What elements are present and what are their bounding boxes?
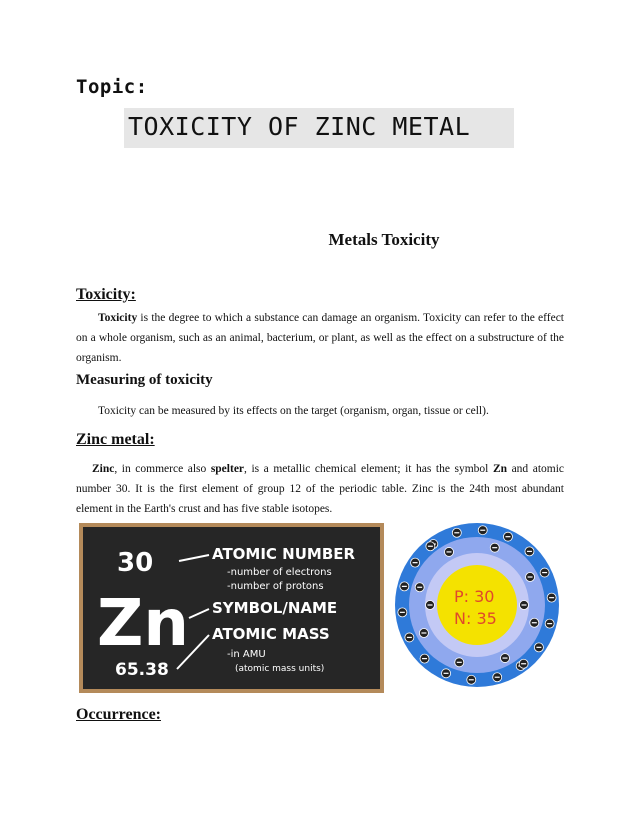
board-atomic-number: 30 (117, 548, 154, 578)
zinc-rest: and atomic number 30. It is the first element of group 12 of the periodic table. Zinc is the 24th most abundant element in the Earth's crust and has five stable isotopes. (76, 463, 565, 515)
note-amu: -in AMU (227, 649, 266, 660)
measuring-body: Toxicity can be measured by its effects on the target (organism, organ, tissue or cell). (98, 405, 489, 417)
zinc-mid2: , is a metallic chemical element; it has the symbol (244, 463, 493, 475)
zinc-symbol: Zn (492, 463, 508, 475)
zinc-spelter: spelter (210, 463, 245, 475)
note-protons: -number of protons (227, 581, 324, 592)
paragraph-zinc (76, 459, 564, 519)
toxicity-lead: Toxicity (98, 312, 138, 324)
label-symbol-name: SYMBOL/NAME (212, 599, 338, 617)
topic-label: Topic: (76, 76, 148, 98)
section-subtitle (0, 230, 638, 250)
page-title: TOXICITY OF ZINC METAL (128, 112, 471, 141)
board-symbol: Zn (97, 587, 189, 661)
zinc-atom-diagram (392, 520, 562, 690)
atom-protons: P: 30 (454, 587, 495, 606)
toxicity-body: is the degree to which a substance can damage an organism. Toxicity can refer to the effect on a whole organism, such as an animal, bacterium, or plant, as well as the effect on a substructure of the organism. (76, 312, 564, 364)
paragraph-toxicity (76, 308, 564, 368)
zinc-mid1: , in commerce also (114, 463, 211, 475)
paragraph-measuring (76, 401, 564, 421)
board-mass: 65.38 (115, 660, 169, 680)
heading-zinc: Zinc metal: (76, 431, 155, 448)
label-atomic-number: ATOMIC NUMBER (212, 545, 356, 563)
note-amu-sub: (atomic mass units) (235, 664, 325, 674)
subtitle-text: Metals Toxicity (328, 230, 440, 249)
note-electrons: -number of electrons (227, 567, 332, 578)
heading-measuring: Measuring of toxicity (76, 372, 213, 388)
atom-neutrons: N: 35 (454, 609, 497, 628)
zinc-lead: Zinc (92, 463, 115, 475)
zinc-chalkboard-image (79, 523, 384, 693)
heading-toxicity: Toxicity: (76, 286, 136, 303)
label-atomic-mass: ATOMIC MASS (212, 625, 330, 643)
heading-occurrence: Occurrence: (76, 706, 161, 723)
